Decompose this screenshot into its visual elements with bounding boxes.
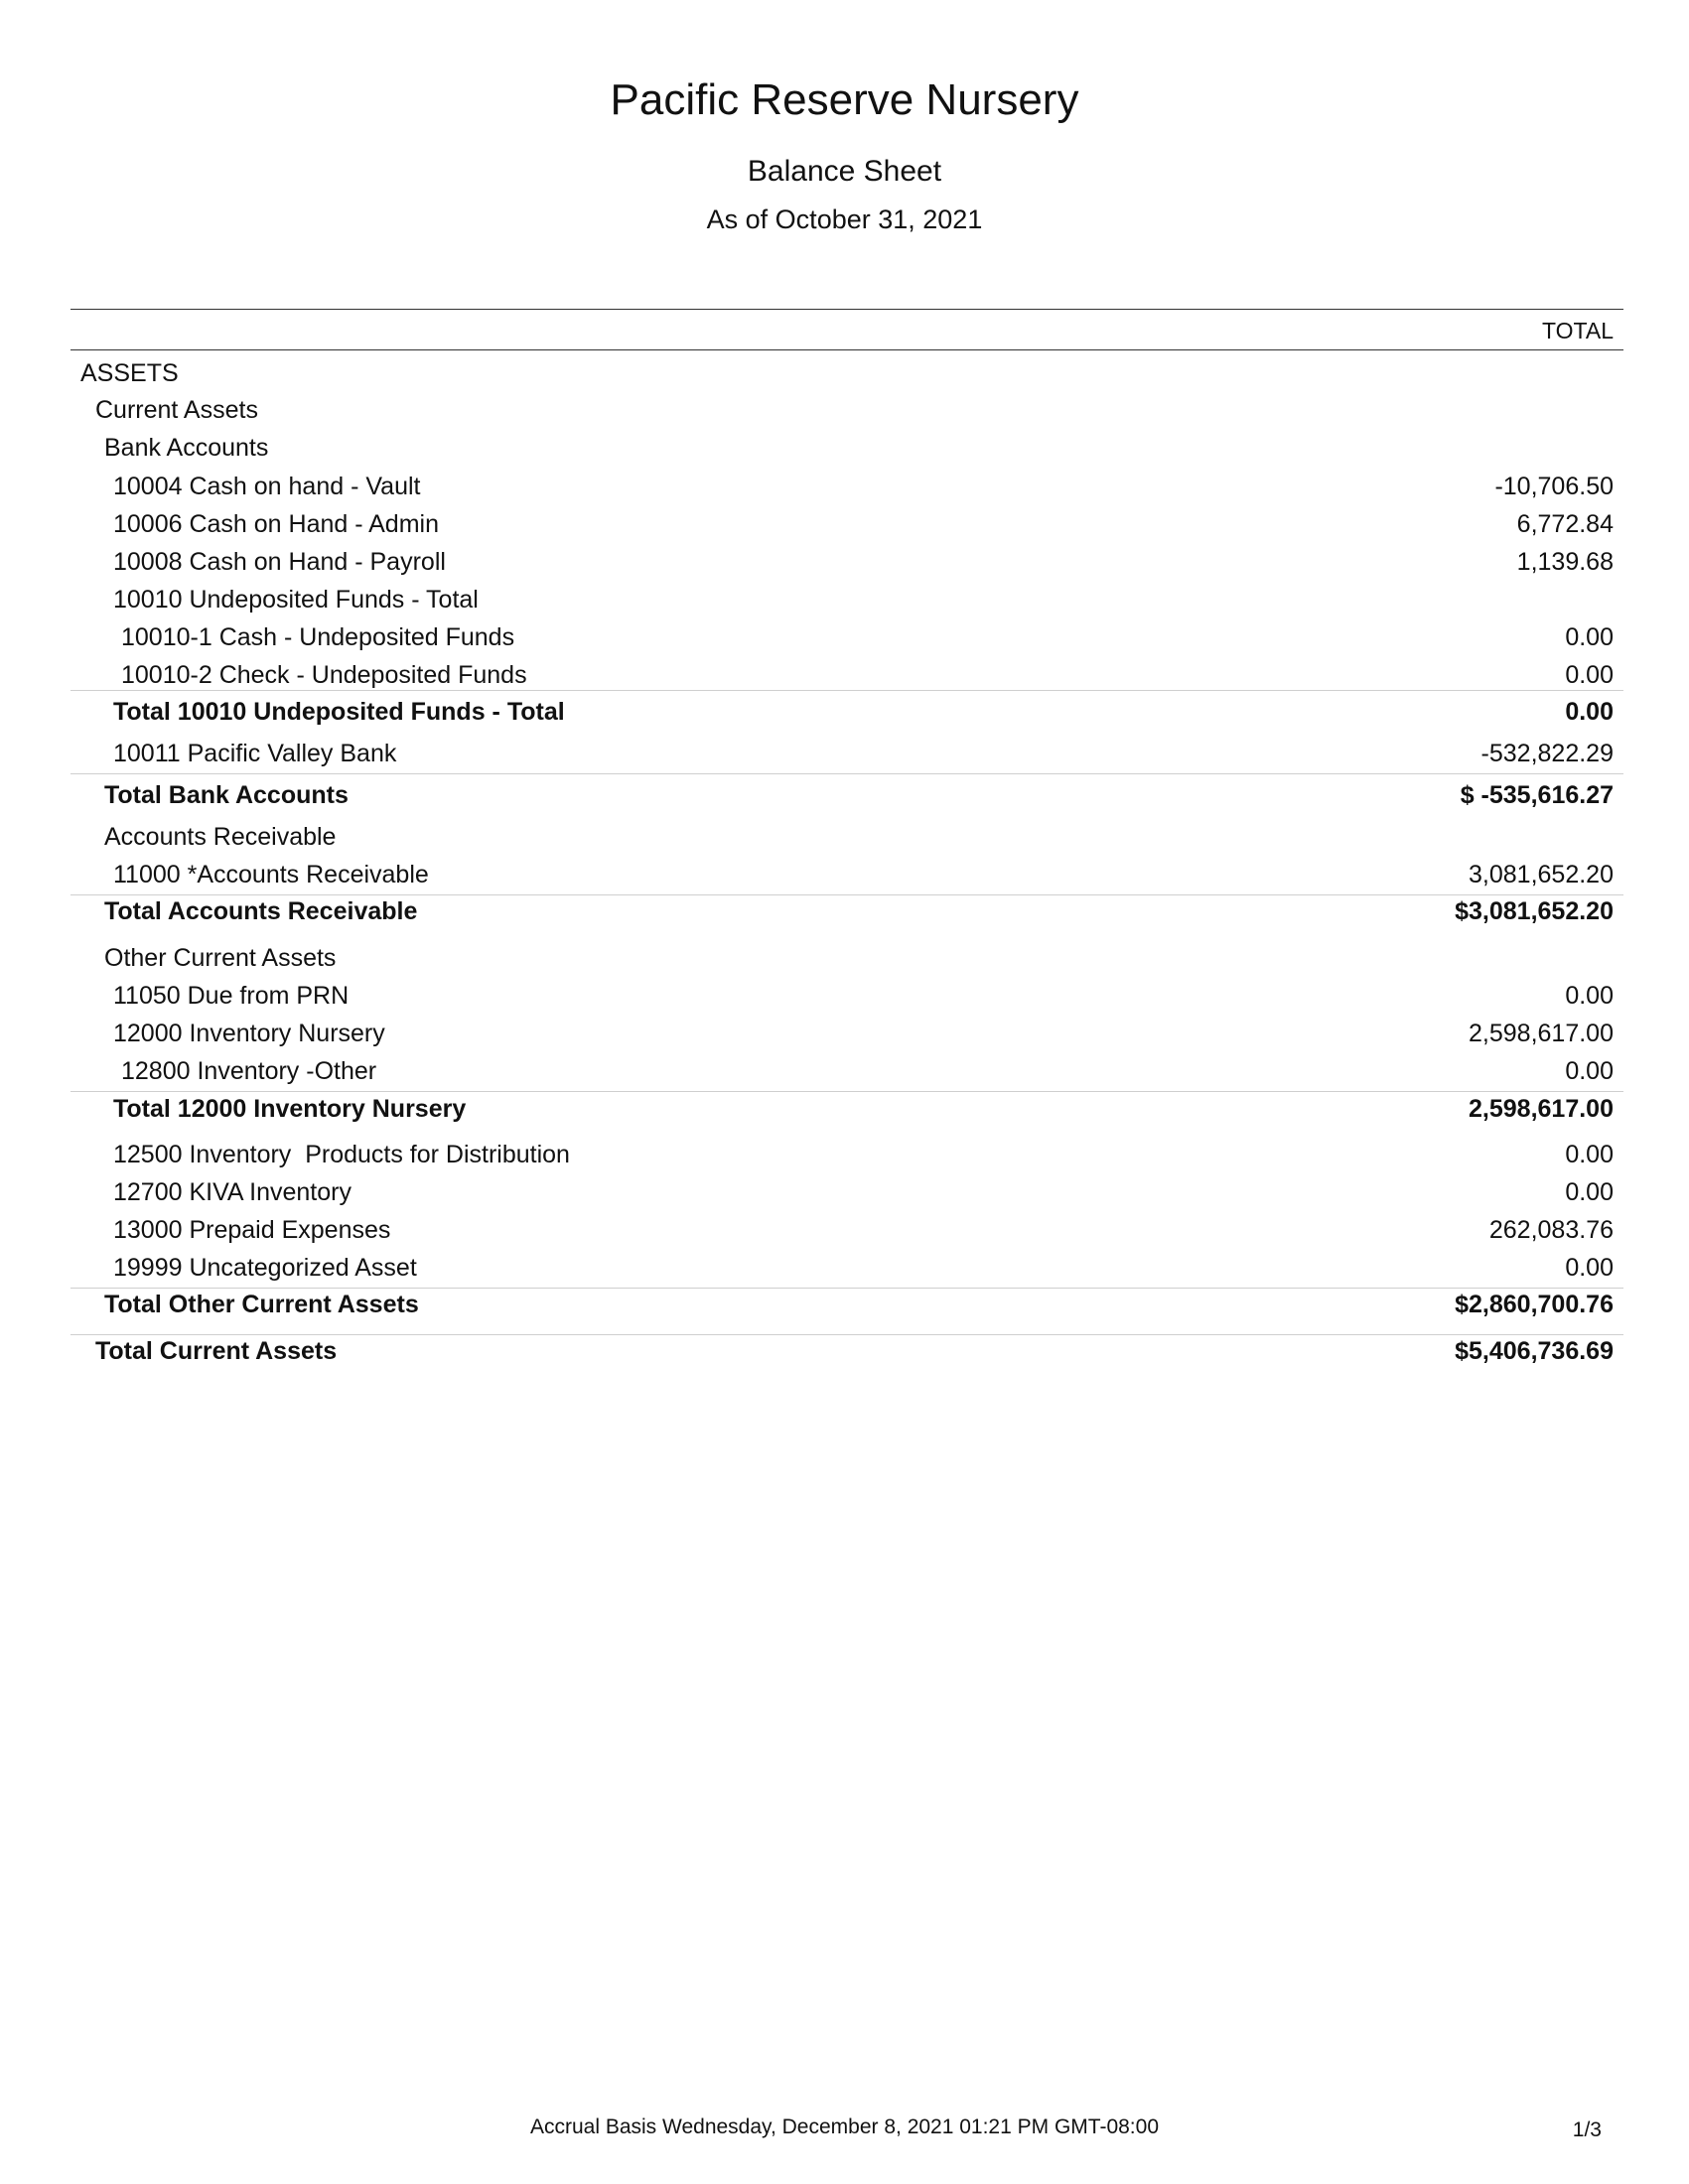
total-column-header: TOTAL [1542,318,1614,343]
row-label: Other Current Assets [104,944,337,972]
account-row [70,1174,1623,1212]
row-label: Total Current Assets [95,1337,338,1365]
sub-account-row [70,614,1623,652]
row-amount: 2,598,617.00 [1469,1020,1614,1047]
subtotal-row [70,773,1623,819]
group-accounts-receivable [70,819,1623,857]
row-amount: 0.00 [1565,1057,1614,1085]
group-other-current-assets [70,940,1623,978]
row-label: 10010 Undeposited Funds - Total [113,586,479,614]
total-current-assets-row [70,1334,1623,1380]
row-label: Total Accounts Receivable [104,897,418,925]
report-date: As of October 31, 2021 [706,205,983,234]
row-amount: 0.00 [1565,982,1614,1010]
row-amount: $ -535,616.27 [1460,781,1614,809]
sub-account-row [70,1053,1623,1091]
row-amount: 0.00 [1565,623,1614,651]
row-label: 11050 Due from PRN [113,982,350,1010]
row-label: Total Other Current Assets [104,1291,419,1318]
account-row [70,577,1623,614]
row-amount: 262,083.76 [1488,1216,1614,1244]
account-row [70,1250,1623,1288]
row-label: 12000 Inventory Nursery [113,1020,385,1047]
group-current-assets [70,388,1623,426]
account-row [70,539,1623,577]
account-row [70,978,1623,1016]
row-amount: $3,081,652.20 [1455,897,1614,925]
row-label: 12800 Inventory -Other [121,1057,377,1085]
row-label: 11000 *Accounts Receivable [113,861,429,888]
account-row [70,1137,1623,1174]
row-label: 10010-1 Cash - Undeposited Funds [121,623,515,651]
row-label: 10004 Cash on hand - Vault [113,473,421,500]
row-label: Accounts Receivable [104,823,337,851]
page-number: 1/3 [1572,2118,1602,2141]
row-label: 13000 Prepaid Expenses [113,1216,391,1244]
account-row [70,464,1623,501]
row-label: Total 10010 Undeposited Funds - Total [113,698,565,726]
row-label: Total 12000 Inventory Nursery [113,1095,467,1123]
row-amount: $5,406,736.69 [1455,1337,1614,1365]
row-label: Total Bank Accounts [104,781,349,809]
group-bank-accounts [70,426,1623,464]
account-row [70,1212,1623,1250]
row-amount: 0.00 [1565,1254,1614,1282]
column-header-row [70,310,1623,350]
row-amount: 0.00 [1565,1141,1614,1168]
row-amount: -10,706.50 [1494,473,1614,500]
subtotal-row [70,1288,1623,1334]
account-row [70,1016,1623,1053]
balance-sheet-table [70,309,1623,1380]
row-amount: 1,139.68 [1516,548,1614,576]
row-label: 12700 KIVA Inventory [113,1178,352,1206]
report-title: Balance Sheet [747,155,942,188]
row-amount: 0.00 [1565,661,1614,689]
row-label: 10006 Cash on Hand - Admin [113,510,439,538]
sub-account-row [70,652,1623,690]
row-amount: 6,772.84 [1516,510,1614,538]
subtotal-row [70,894,1623,940]
row-amount: 3,081,652.20 [1469,861,1614,888]
row-amount: -532,822.29 [1480,740,1614,767]
row-amount: 0.00 [1565,698,1614,726]
subtotal-row [70,1091,1623,1137]
row-amount: 0.00 [1565,1178,1614,1206]
row-amount: 2,598,617.00 [1469,1095,1614,1123]
section-assets [70,350,1623,388]
row-label: 12500 Inventory Products for Distribution [113,1141,570,1168]
row-label: ASSETS [80,359,179,387]
company-name: Pacific Reserve Nursery [610,75,1079,124]
row-label: 10010-2 Check - Undeposited Funds [121,661,527,689]
row-label: Bank Accounts [104,434,269,462]
row-amount: $2,860,700.76 [1455,1291,1614,1318]
row-label: 10008 Cash on Hand - Payroll [113,548,446,576]
row-label: 19999 Uncategorized Asset [113,1254,417,1282]
report-footer: Accrual Basis Wednesday, December 8, 2021 01:21 PM GMT-08:00 [529,2116,1160,2138]
account-row [70,736,1623,773]
row-label: Current Assets [95,396,258,424]
row-label: 10011 Pacific Valley Bank [113,740,397,767]
account-row [70,857,1623,894]
account-row [70,501,1623,539]
subtotal-row [70,690,1623,736]
